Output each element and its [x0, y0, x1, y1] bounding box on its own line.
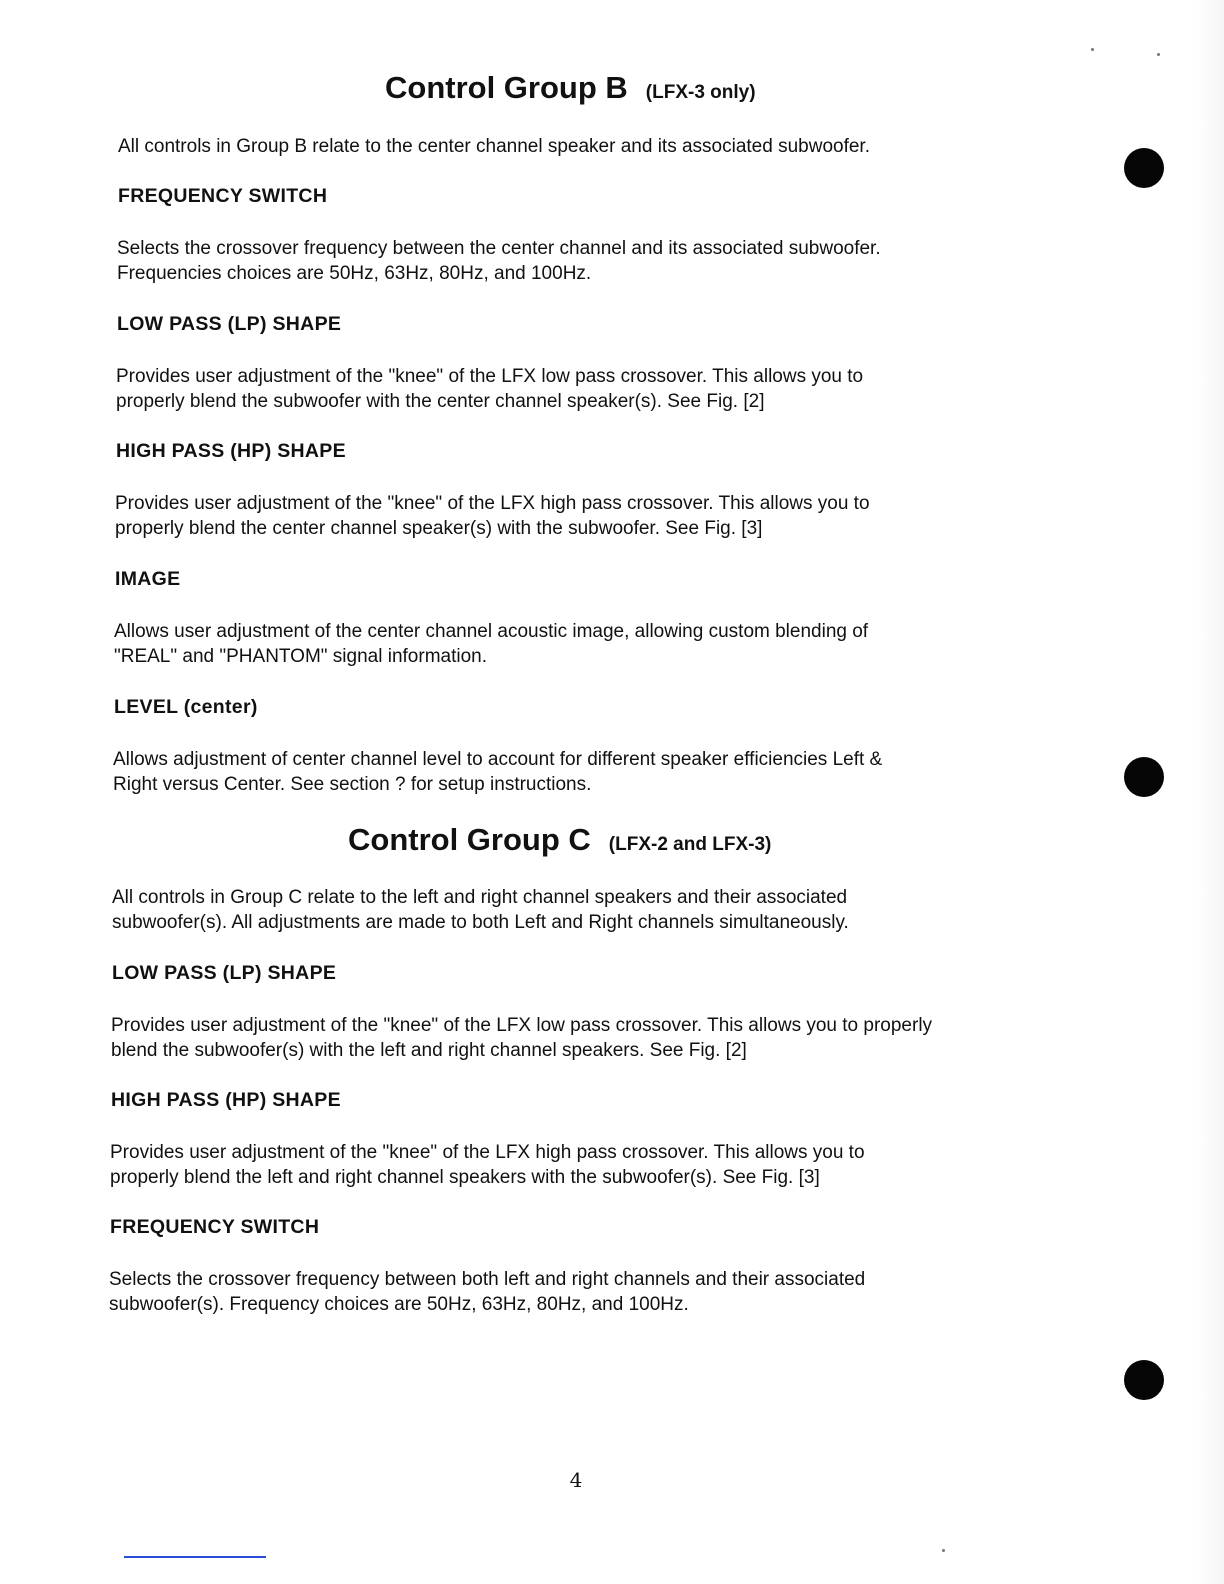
- section-c-low-pass-body: Provides user adjustment of the "knee" of the LFX low pass crossover. This allows you to properly blend the subwoofer(s) with the left and right channel speakers. See Fig. [2]: [111, 1015, 933, 1061]
- scan-speck: [1157, 53, 1160, 56]
- section-b-image-body: Allows user adjustment of the center channel acoustic image, allowing custom blending of "REAL" and "PHANTOM" signal information.: [114, 621, 869, 667]
- section-b-title-text: Control Group B: [385, 70, 628, 105]
- section-b-intro: All controls in Group B relate to the center channel speaker and its associated subwoofer.: [118, 136, 870, 157]
- scan-underline-mark: [124, 1556, 266, 1558]
- section-c-low-pass-heading: LOW PASS (LP) SHAPE: [112, 962, 337, 984]
- section-b-image-heading: IMAGE: [115, 568, 181, 590]
- punch-hole-bottom: [1124, 1360, 1164, 1400]
- section-c-title-text: Control Group C: [348, 822, 591, 857]
- section-b-frequency-switch-body: Selects the crossover frequency between the center channel and its associated subwoofer. Frequencies choices are 50Hz, 63Hz, 80Hz, and 100Hz.: [117, 238, 881, 284]
- section-b-high-pass-heading: HIGH PASS (HP) SHAPE: [116, 440, 346, 462]
- section-c-frequency-switch-body: Selects the crossover frequency between both left and right channels and their associated subwoofer(s). Frequency choices are 50Hz, 63Hz, 80Hz, and 100Hz.: [109, 1269, 866, 1315]
- section-c-frequency-switch-heading: FREQUENCY SWITCH: [110, 1216, 320, 1238]
- scan-speck: [1091, 48, 1094, 51]
- scan-speck: [942, 1549, 945, 1552]
- punch-hole-top: [1124, 148, 1164, 188]
- section-b-high-pass-body: Provides user adjustment of the "knee" of the LFX high pass crossover. This allows you to properly blend the center channel speaker(s) with the subwoofer. See Fig. [3]: [115, 493, 870, 539]
- scan-edge-shadow: [1196, 0, 1224, 1584]
- page-number: 4: [569, 1468, 583, 1492]
- section-c-note: (LFX-2 and LFX-3): [608, 834, 772, 855]
- section-c-high-pass-heading: HIGH PASS (HP) SHAPE: [111, 1089, 341, 1111]
- section-b-title: [385, 70, 756, 106]
- section-b-note: (LFX-3 only): [645, 82, 756, 103]
- section-b-level-body: Allows adjustment of center channel level to account for different speaker efficiencies Left & Right versus Center. See section ? for setup instructions.: [113, 749, 883, 795]
- section-c-high-pass-body: Provides user adjustment of the "knee" of the LFX high pass crossover. This allows you to properly blend the left and right channel speakers with the subwoofer(s). See Fig. [3]: [110, 1142, 865, 1188]
- section-c-title: [348, 822, 771, 858]
- section-b-level-heading: LEVEL (center): [114, 696, 258, 718]
- section-b-low-pass-body: Provides user adjustment of the "knee" of the LFX low pass crossover. This allows you to properly blend the subwoofer with the center channel speaker(s). See Fig. [2]: [116, 366, 864, 412]
- section-b-frequency-switch-heading: FREQUENCY SWITCH: [118, 185, 328, 207]
- section-c-intro: All controls in Group C relate to the left and right channel speakers and their associated subwoofer(s). All adjustments are made to both Left and Right channels simultaneously.: [112, 887, 849, 933]
- punch-hole-middle: [1124, 757, 1164, 797]
- section-b-low-pass-heading: LOW PASS (LP) SHAPE: [117, 313, 342, 335]
